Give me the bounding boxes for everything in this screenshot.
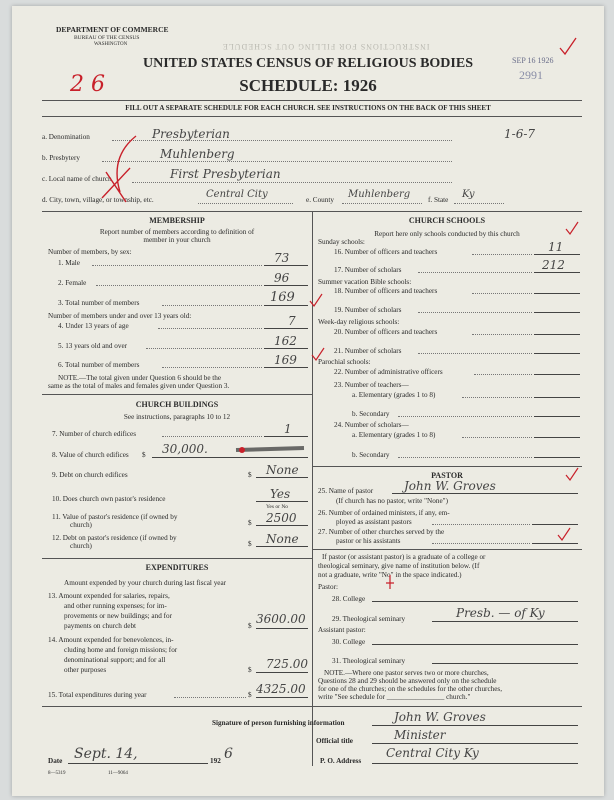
q18-leader [472, 293, 532, 294]
q13-label-cont: provements or new buildings; and for [64, 612, 172, 620]
q29-label: 29. Theological seminary [332, 615, 406, 623]
pastor-note: Questions 28 and 29 should be answered only on the schedule [318, 677, 497, 685]
section-divider [312, 466, 582, 467]
pastor-note: for one of the churches; on the schedules for the other churches, [318, 685, 503, 693]
q19-label: 19. Number of scholars [334, 306, 402, 314]
q3-label: 3. Total number of members [58, 299, 140, 307]
q24a-label: a. Elementary (grades 1 to 8) [352, 431, 436, 439]
q14-value[interactable]: 725.00 [266, 657, 308, 671]
section-divider [42, 394, 312, 395]
q20-leader [472, 334, 532, 335]
q27-label: 27. Number of other churches served by the [318, 528, 445, 536]
q14-label-cont: denominational support; and for all [64, 656, 166, 664]
q15-dollar: $ [248, 691, 252, 699]
scribble-mark [234, 442, 308, 458]
q9-label: 9. Debt on church edifices [52, 471, 128, 479]
bureau-name: BUREAU OF THE CENSUS [74, 35, 140, 41]
q26-leader [432, 524, 530, 525]
q7-leader [162, 436, 262, 437]
q18-answer-line [534, 293, 580, 294]
red-bracket-mark [96, 132, 146, 212]
q10-label: 10. Does church own pastor's residence [52, 495, 166, 503]
signature-line [372, 725, 578, 726]
state-label: f. State [428, 196, 449, 204]
q24b-answer-line [534, 457, 580, 458]
q6-answer-line [264, 367, 308, 368]
schools-heading: CHURCH SCHOOLS [408, 216, 486, 225]
q1-label: 1. Male [58, 259, 80, 267]
q9-answer-line [256, 477, 308, 478]
q16-value[interactable]: 11 [548, 240, 564, 254]
section-divider [312, 549, 582, 550]
presbytery-label: b. Presbytery [42, 154, 80, 162]
q8-label: 8. Value of church edifices [52, 451, 129, 459]
q24b-leader [398, 457, 532, 458]
pastor-note: NOTE.—Where one pastor serves two or more churches, [324, 669, 489, 677]
stamp-number: 2991 [519, 68, 543, 82]
check-mark-icon [310, 346, 326, 362]
q25-answer-line [392, 493, 578, 494]
department-name: DEPARTMENT OF COMMERCE [56, 25, 169, 34]
q27-answer-line [532, 543, 578, 544]
church-name-line [132, 182, 452, 183]
city-label: d. City, town, village, or township, etc. [42, 196, 154, 204]
q6-value[interactable]: 169 [274, 353, 297, 367]
denomination-value[interactable]: Presbyterian [152, 127, 230, 141]
q16-leader [472, 254, 532, 255]
membership-intro: Report number of members according to definition of [99, 228, 255, 236]
city-line [198, 203, 293, 204]
vacation-schools-label: Summer vacation Bible schools: [318, 278, 412, 286]
city-value[interactable]: Central City [206, 189, 268, 200]
q12-dollar: $ [248, 540, 252, 548]
q14-label-cont: cluding home and foreign missions; for [64, 646, 178, 654]
q1-answer-line [264, 265, 308, 266]
q26-label-cont: ployed as assistant pastors [336, 518, 412, 526]
q25-label: 25. Name of pastor [318, 487, 374, 495]
q13-label-cont: payments on church debt [64, 622, 137, 630]
q12-label-cont: church) [70, 542, 92, 550]
q25-value[interactable]: John W. Groves [404, 479, 496, 493]
q9-value[interactable]: None [266, 463, 299, 477]
graduate-instructions: not a graduate, write "No" in the space indicated.) [318, 571, 462, 579]
q8-value[interactable]: 30,000. [162, 442, 208, 456]
official-title-value[interactable]: Minister [394, 728, 446, 742]
q5-answer-line [264, 348, 308, 349]
q29-value[interactable]: Presb. — of Ky [456, 606, 545, 620]
po-address-value[interactable]: Central City Ky [386, 746, 479, 760]
schools-sub: Report here only schools conducted by this church [374, 230, 520, 238]
q7-answer-line [264, 436, 308, 437]
section-divider [42, 558, 312, 559]
handwritten-number: 2 6 [70, 72, 105, 97]
denomination-label: a. Denomination [42, 133, 90, 141]
q4-label: 4. Under 13 years of age [58, 322, 129, 330]
official-title-label: Official title [316, 737, 353, 745]
q25-hint: (If church has no pastor, write "None") [336, 497, 448, 505]
q13-label-cont: and other running expenses; for im- [64, 602, 167, 610]
q6-leader [162, 367, 262, 368]
membership-note: NOTE.—The total given under Question 6 should be the [58, 374, 222, 382]
q23b-answer-line [534, 416, 580, 417]
q5-label: 5. 13 years old and over [58, 342, 128, 350]
denomination-code: 1-6-7 [504, 127, 536, 141]
q17-label: 17. Number of scholars [334, 266, 402, 274]
q21-label: 21. Number of scholars [334, 347, 402, 355]
county-label: e. County [306, 196, 334, 204]
bleed-through-text: INSTRUCTIONS FOR FILLING OUT SCHEDULE [222, 42, 430, 51]
sunday-schools-label: Sunday schools: [318, 238, 365, 246]
q12-label: 12. Debt on pastor's residence (if owned by [52, 534, 177, 542]
q4-value[interactable]: 7 [288, 314, 296, 328]
bureau-city: WASHINGTON [94, 42, 128, 47]
parochial-schools-label: Parochial schools: [318, 358, 371, 366]
expenditures-sub: Amount expended by your church during last fiscal year [64, 579, 227, 587]
q9-dollar: $ [248, 471, 252, 479]
q11-dollar: $ [248, 519, 252, 527]
q16-answer-line [534, 254, 580, 255]
q20-answer-line [534, 334, 580, 335]
form-title: UNITED STATES CENSUS OF RELIGIOUS BODIES [142, 56, 473, 71]
membership-note: same as the total of males and females given under Question 3. [48, 382, 230, 390]
q3-value[interactable]: 169 [270, 290, 295, 305]
q15-answer-line [256, 697, 308, 698]
q12-value[interactable]: None [266, 532, 299, 546]
presbytery-value[interactable]: Muhlenberg [160, 147, 235, 161]
county-line [342, 203, 422, 204]
form-code: 8—5319 [48, 771, 66, 776]
signature-value[interactable]: John W. Groves [394, 710, 486, 724]
q2-leader [96, 285, 262, 286]
schedule-title: SCHEDULE: 1926 [239, 76, 377, 95]
q22-answer-line [534, 374, 580, 375]
receipt-stamp: SEP 16 1926 [512, 56, 554, 65]
q21-leader [418, 353, 532, 354]
membership-heading: MEMBERSHIP [149, 216, 205, 225]
q7-value[interactable]: 1 [284, 422, 292, 436]
q11-label: 11. Value of pastor's residence (if owned by [52, 513, 178, 521]
year-value[interactable]: 6 [224, 746, 233, 762]
q7-label: 7. Number of church edifices [52, 430, 137, 438]
presbytery-line [102, 161, 452, 162]
signature-label: Signature of person furnishing information [212, 719, 345, 727]
check-mark-icon [564, 220, 580, 236]
q15-leader [174, 697, 246, 698]
pastor-note: write "See schedule for ________________ church." [318, 693, 471, 701]
q15-value[interactable]: 4325.00 [256, 682, 306, 696]
po-address-line [372, 763, 578, 764]
q27-leader [432, 543, 530, 544]
q11-label-cont: church) [70, 521, 92, 529]
q23a-leader [462, 397, 532, 398]
q20-label: 20. Number of officers and teachers [334, 328, 438, 336]
q21-answer-line [534, 353, 580, 354]
date-value[interactable]: Sept. 14, [74, 746, 138, 762]
q28-label: 28. College [332, 595, 366, 603]
pastor-subheading: Pastor: [318, 583, 338, 591]
q11-answer-line [256, 525, 308, 526]
q11-value[interactable]: 2500 [266, 511, 297, 525]
buildings-sub: See instructions, paragraphs 10 to 12 [123, 413, 231, 421]
check-mark-icon [558, 36, 578, 58]
q23a-answer-line [534, 397, 580, 398]
q24-label: 24. Number of scholars— [334, 421, 409, 429]
q10-answer-line [256, 501, 308, 502]
county-value[interactable]: Muhlenberg [348, 189, 411, 200]
instruction-line: FILL OUT A SEPARATE SCHEDULE FOR EACH CHURCH. SEE INSTRUCTIONS ON THE BACK OF THIS SHEET [125, 104, 491, 112]
q13-dollar: $ [248, 622, 252, 630]
q3-leader [162, 305, 262, 306]
q27-label-cont: pastor or his assistants [336, 537, 401, 545]
q30-label: 30. College [332, 638, 366, 646]
q10-hint: Yes or No [266, 504, 289, 510]
date-line [68, 763, 208, 764]
q13-answer-line [256, 628, 308, 629]
q19-leader [418, 312, 532, 313]
q14-answer-line [256, 672, 308, 673]
check-mark-icon [556, 526, 572, 542]
q14-dollar: $ [248, 666, 252, 674]
buildings-heading: CHURCH BUILDINGS [135, 400, 219, 409]
q14-label-cont: other purposes [64, 666, 107, 674]
q17-leader [418, 272, 532, 273]
q16-label: 16. Number of officers and teachers [334, 248, 438, 256]
header-divider [42, 100, 582, 101]
q8-dollar: $ [142, 451, 146, 459]
age-label: Number of members under and over 13 years old: [48, 312, 192, 320]
q22-label: 22. Number of administrative officers [334, 368, 443, 376]
graduate-instructions: theological seminary, give name of institution below. (If [318, 562, 480, 570]
q5-value[interactable]: 162 [274, 334, 297, 348]
q23b-label: b. Secondary [352, 410, 390, 418]
q23b-leader [398, 416, 532, 417]
q5-leader [146, 348, 262, 349]
q17-value[interactable]: 212 [542, 258, 565, 272]
q19-answer-line [534, 312, 580, 313]
q26-answer-line [532, 524, 578, 525]
q4-answer-line [264, 328, 308, 329]
q12-answer-line [256, 546, 308, 547]
by-sex-label: Number of members, by sex: [48, 248, 132, 256]
q29-answer-line [432, 621, 578, 622]
graduate-instructions: If pastor (or assistant pastor) is a graduate of a college or [322, 553, 486, 561]
form-code: 11—9064 [108, 771, 128, 776]
q24a-leader [462, 437, 532, 438]
header-divider [42, 116, 582, 117]
official-title-line [372, 743, 578, 744]
q2-value[interactable]: 96 [274, 271, 290, 285]
check-mark-icon [564, 466, 580, 482]
q13-value[interactable]: 3600.00 [256, 612, 306, 626]
membership-intro: member in your church [143, 236, 211, 244]
q26-label: 26. Number of ordained ministers, if any, em- [318, 509, 450, 517]
pastor-heading: PASTOR [431, 471, 463, 480]
year-prefix: 192 [210, 757, 221, 765]
q24a-answer-line [534, 437, 580, 438]
q10-value[interactable]: Yes [270, 487, 291, 501]
q13-label: 13. Amount expended for salaries, repairs, [48, 592, 170, 600]
church-name-label: c. Local name of church [42, 175, 112, 183]
q18-label: 18. Number of officers and teachers [334, 287, 438, 295]
q1-leader [92, 265, 262, 266]
q31-label: 31. Theological seminary [332, 657, 406, 665]
q30-answer-line [372, 644, 578, 645]
church-name-value[interactable]: First Presbyterian [170, 167, 281, 181]
q24b-label: b. Secondary [352, 451, 390, 459]
po-address-label: P. O. Address [320, 757, 362, 765]
q15-label: 15. Total expenditures during year [48, 691, 147, 699]
q17-answer-line [534, 272, 580, 273]
check-mark-icon [308, 292, 324, 308]
census-schedule-sheet [12, 6, 604, 796]
q22-leader [474, 374, 532, 375]
q3-answer-line [264, 305, 308, 306]
q4-leader [158, 328, 262, 329]
q6-label: 6. Total number of members [58, 361, 140, 369]
q14-label: 14. Amount expended for benevolences, in- [48, 636, 174, 644]
weekday-schools-label: Week-day religious schools: [318, 318, 400, 326]
q2-label: 2. Female [58, 279, 87, 287]
q23a-label: a. Elementary (grades 1 to 8) [352, 391, 436, 399]
state-line [454, 203, 504, 204]
q31-answer-line [432, 663, 578, 664]
q28-answer-line [372, 601, 578, 602]
state-value[interactable]: Ky [462, 189, 475, 200]
section-divider [42, 706, 582, 707]
assistant-pastor-subheading: Assistant pastor: [318, 626, 366, 634]
q23-label: 23. Number of teachers— [334, 381, 409, 389]
q1-value[interactable]: 73 [274, 251, 290, 265]
q2-answer-line [264, 285, 308, 286]
expenditures-heading: EXPENDITURES [145, 563, 209, 572]
date-label: Date [48, 757, 63, 765]
red-tick-icon [384, 574, 396, 590]
